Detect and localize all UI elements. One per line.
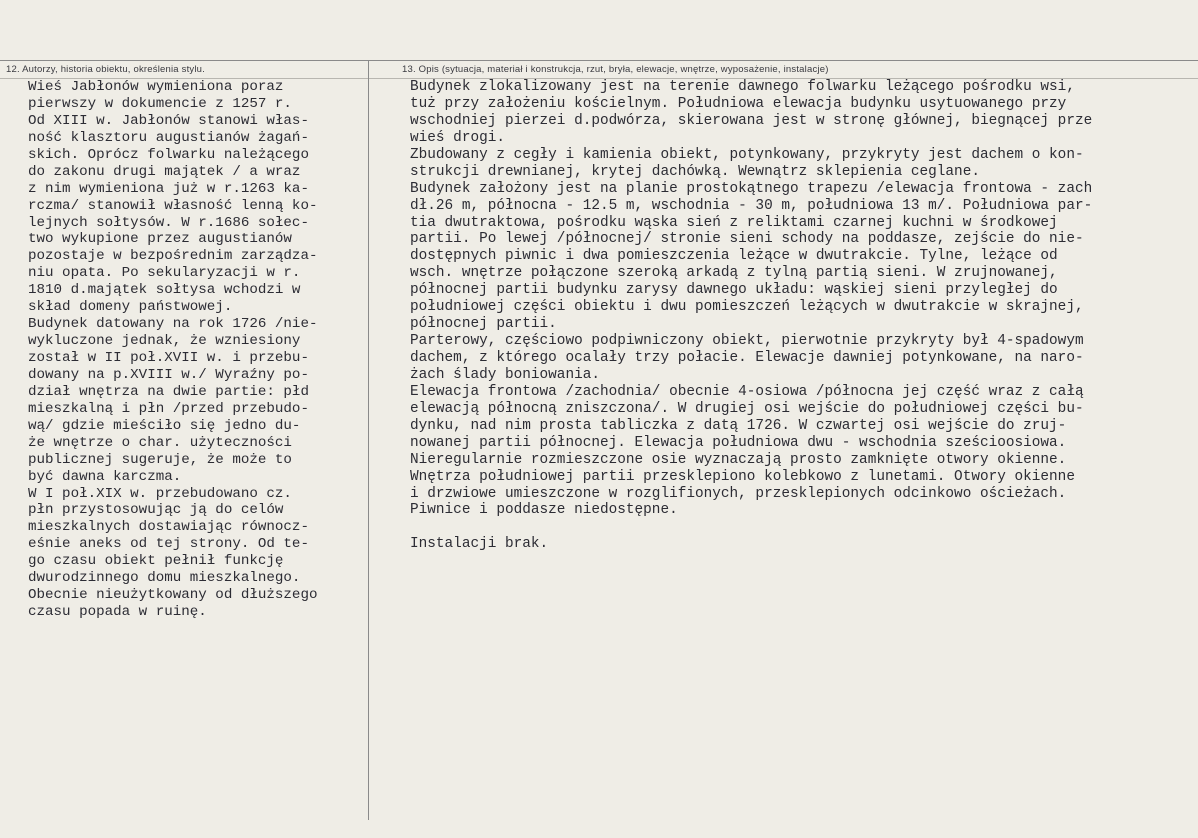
text-line: Obecnie nieużytkowany od dłuższego xyxy=(28,587,318,604)
text-line: Zbudowany z cegły i kamienia obiekt, potynkowany, przykryty jest dachem o kon- xyxy=(410,146,1084,163)
text-line: Elewacja frontowa /zachodnia/ obecnie 4-osiowa /północna jej część wraz z całą xyxy=(410,383,1084,400)
text-line: dachem, z którego ocalały trzy połacie. Elewacje dawniej potynkowane, na naro- xyxy=(410,350,1084,366)
text-line: tia dwutraktowa, pośrodku wąska sień z reliktami czarnej kuchni w środkowej xyxy=(410,214,1058,231)
text-line: dwurodzinnego domu mieszkalnego. xyxy=(28,570,301,587)
text-line: do zakonu drugi majątek / a wraz xyxy=(28,163,301,180)
text-line: Od XIII w. Jabłonów stanowi włas- xyxy=(28,112,309,129)
text-line: północnej partii budynku zarysy dawnego układu: wąskiej sieni przyległej do xyxy=(410,282,1058,299)
text-line: południowej części obiektu i dwu pomieszczeń leżących w dwutrakcie w skrajnej, xyxy=(410,299,1084,316)
history-text xyxy=(28,79,368,621)
text-line: dł.26 m, północna - 12.5 m, wschodnia - 30 m, południowa 13 m/. Południowa par- xyxy=(410,197,1093,214)
text-line: Wnętrza południowej partii przesklepiono kolebkowo z lunetami. Otwory okienne xyxy=(410,468,1075,485)
text-line: rczma/ stanowił własność lenną ko- xyxy=(28,197,318,214)
section-12-heading: 12. Autorzy, historia obiektu, określenia stylu. xyxy=(6,64,205,75)
text-line: północnej partii. xyxy=(410,316,557,333)
text-line: mieszkalną i płn /przed przebudo- xyxy=(28,400,309,417)
text-line: Parterowy, częściowo podpiwniczony obiekt, pierwotnie przykryty był 4-spadowym xyxy=(410,333,1084,350)
text-line: strukcji drewnianej, krytej dachówką. Wewnątrz sklepienia ceglane. xyxy=(410,163,980,180)
text-line: wieś drogi. xyxy=(410,129,505,146)
text-line: eśnie aneks od tej strony. Od te- xyxy=(28,536,309,553)
text-line: skich. Oprócz folwarku należącego xyxy=(28,146,309,163)
text-line: płn przystosowując ją do celów xyxy=(28,502,284,519)
text-line: Budynek zlokalizowany jest na terenie dawnego folwarku leżącego pośrodku wsi, xyxy=(410,79,1075,95)
text-line: niu opata. Po sekularyzacji w r. xyxy=(28,265,301,282)
section-13-heading: 13. Opis (sytuacja, materiał i konstrukcja, rzut, bryła, elewacje, wnętrze, wyposażenie, instalacje) xyxy=(402,64,829,75)
text-line: W I poł.XIX w. przebudowano cz. xyxy=(28,485,292,502)
text-line: dział wnętrza na dwie partie: płd xyxy=(28,383,309,400)
text-line: publicznej sugeruje, że może to xyxy=(28,451,292,468)
text-line: żach ślady boniowania. xyxy=(410,366,600,383)
text-line: dynku, nad nim prosta tabliczka z datą 1726. W czwartej osi wejście do zruj- xyxy=(410,417,1067,434)
column-divider xyxy=(368,60,369,820)
text-line: partii. Po lewej /północnej/ stronie sieni schody na poddasze, zejście do nie- xyxy=(410,231,1084,248)
text-line: Budynek założony jest na planie prostokątnego trapezu /elewacja frontowa - zach xyxy=(410,180,1093,197)
text-line: wsch. wnętrze połączone szeroką arkadą z tylną partią sieni. W zrujnowanej, xyxy=(410,265,1058,282)
text-line: two wykupione przez augustianów xyxy=(28,231,292,248)
text-line: z nim wymieniona już w r.1263 ka- xyxy=(28,180,309,197)
text-line: Budynek datowany na rok 1726 /nie- xyxy=(28,316,318,333)
description-text xyxy=(410,79,1196,553)
text-line: Wieś Jabłonów wymieniona poraz xyxy=(28,79,284,95)
text-line: Instalacji brak. xyxy=(410,536,549,553)
text-line: został w II poł.XVII w. i przebu- xyxy=(28,350,309,366)
text-line: wykluczone jednak, że wzniesiony xyxy=(28,333,301,350)
text-line: Nieregularnie rozmieszczone osie wyznaczają prosto zamknięte otwory okienne. xyxy=(410,451,1067,468)
text-line: mieszkalnych dostawiając równocz- xyxy=(28,519,309,536)
text-line: lejnych sołtysów. W r.1686 sołec- xyxy=(28,214,309,231)
top-rule xyxy=(0,60,1198,61)
text-line: go czasu obiekt pełnił funkcję xyxy=(28,553,284,570)
text-line: skład domeny państwowej. xyxy=(28,299,233,316)
text-line: czasu popada w ruinę. xyxy=(28,604,207,621)
text-line: być dawna karczma. xyxy=(28,468,182,485)
text-line: i drzwiowe umieszczone w rozglifionych, przesklepionych odcinkowo ościeżach. xyxy=(410,485,1067,502)
text-line: dostępnych piwnic i dwa pomieszczenia leżące w dwutrakcie. Tylne, leżące od xyxy=(410,248,1058,265)
text-line: tuż przy założeniu kościelnym. Południowa elewacja budynku usytuowanego przy xyxy=(410,95,1067,112)
text-line: wą/ gdzie mieściło się jedno du- xyxy=(28,417,301,434)
text-line: elewacją północną zniszczona/. W drugiej osi wejście do południowej części bu- xyxy=(410,400,1084,417)
text-line: że wnętrze o char. użyteczności xyxy=(28,434,292,451)
text-line: dowany na p.XVIII w./ Wyraźny po- xyxy=(28,366,309,383)
text-line: 1810 d.majątek sołtysa wchodzi w xyxy=(28,282,301,299)
text-line: pozostaje w bezpośrednim zarządza- xyxy=(28,248,318,265)
text-line: pierwszy w dokumencie z 1257 r. xyxy=(28,95,292,112)
text-line: wschodniej pierzei d.podwórza, skierowana jest w stronę głównej, biegnącej prze xyxy=(410,112,1093,129)
text-line: nowanej partii północnej. Elewacja południowa dwu - wschodnia sześcioosiowa. xyxy=(410,434,1067,451)
text-line: ność klasztoru augustianów żagań- xyxy=(28,129,309,146)
text-line: Piwnice i poddasze niedostępne. xyxy=(410,502,678,519)
text-line xyxy=(410,519,1196,536)
